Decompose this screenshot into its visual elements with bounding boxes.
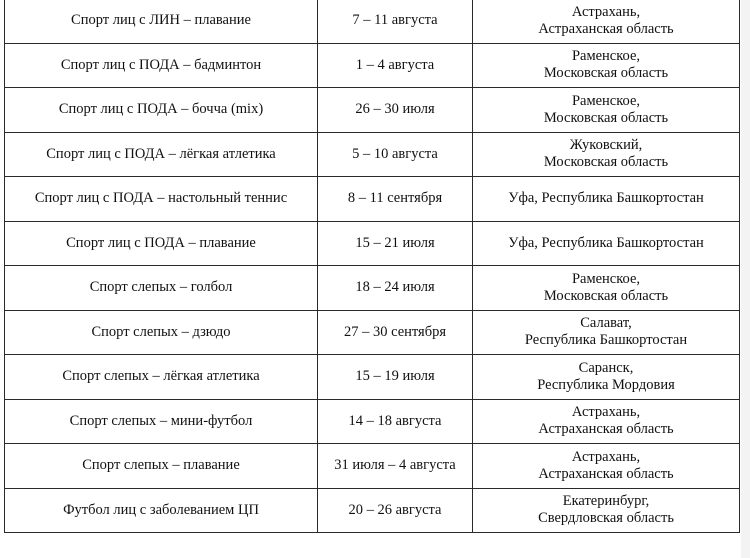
location-line: Республика Мордовия	[537, 376, 675, 393]
sport-discipline-cell: Спорт слепых – дзюдо	[5, 310, 318, 355]
location-line: Саранск,	[578, 359, 634, 376]
sport-discipline-cell: Спорт слепых – голбол	[5, 266, 318, 311]
location-line: Астрахань,	[571, 3, 641, 20]
location-line: Республика Башкортостан	[524, 332, 688, 349]
location-line: Астраханская область	[538, 465, 674, 482]
location-cell	[473, 488, 740, 533]
dates-cell: 18 – 24 июля	[318, 266, 473, 311]
sport-discipline-cell: Спорт слепых – лёгкая атлетика	[5, 355, 318, 400]
sport-discipline-cell: Спорт слепых – мини-футбол	[5, 399, 318, 444]
table-row	[5, 43, 740, 88]
location-line: Московская область	[543, 109, 669, 126]
sport-discipline-cell: Футбол лиц с заболеванием ЦП	[5, 488, 318, 533]
dates-cell: 20 – 26 августа	[318, 488, 473, 533]
location-line: Уфа, Республика Башкортостан	[508, 234, 704, 251]
dates-cell: 7 – 11 августа	[318, 0, 473, 43]
table-row	[5, 266, 740, 311]
location-line: Жуковский,	[569, 137, 643, 154]
table-row	[5, 132, 740, 177]
location-cell	[473, 221, 740, 266]
table-row	[5, 444, 740, 489]
dates-cell: 8 – 11 сентября	[318, 177, 473, 222]
location-cell	[473, 132, 740, 177]
location-line: Астрахань,	[571, 448, 641, 465]
sport-discipline-cell: Спорт слепых – плавание	[5, 444, 318, 489]
location-line: Раменское,	[571, 270, 641, 287]
location-line: Уфа, Республика Башкортостан	[508, 190, 704, 207]
location-cell	[473, 310, 740, 355]
location-line: Астраханская область	[538, 20, 674, 37]
location-cell	[473, 88, 740, 133]
dates-cell: 15 – 21 июля	[318, 221, 473, 266]
location-line: Астрахань,	[571, 404, 641, 421]
dates-cell: 27 – 30 сентября	[318, 310, 473, 355]
location-line: Московская область	[543, 154, 669, 171]
location-cell	[473, 0, 740, 43]
page-edge	[741, 0, 750, 558]
location-line: Астраханская область	[538, 421, 674, 438]
table-row	[5, 355, 740, 400]
location-cell	[473, 177, 740, 222]
table-row	[5, 0, 740, 43]
dates-cell: 15 – 19 июля	[318, 355, 473, 400]
location-line: Салават,	[580, 315, 632, 332]
sport-discipline-cell: Спорт лиц с ПОДА – бочча (mix)	[5, 88, 318, 133]
table-row	[5, 177, 740, 222]
location-cell	[473, 444, 740, 489]
dates-cell: 5 – 10 августа	[318, 132, 473, 177]
location-line: Свердловская область	[538, 510, 674, 527]
table-row	[5, 488, 740, 533]
dates-cell: 1 – 4 августа	[318, 43, 473, 88]
table-row	[5, 310, 740, 355]
dates-cell: 26 – 30 июля	[318, 88, 473, 133]
sport-discipline-cell: Спорт лиц с ПОДА – настольный теннис	[5, 177, 318, 222]
location-line: Раменское,	[571, 48, 641, 65]
location-cell	[473, 43, 740, 88]
table-row	[5, 88, 740, 133]
competition-schedule-table	[4, 0, 740, 533]
location-line: Екатеринбург,	[562, 493, 650, 510]
location-line: Московская область	[543, 287, 669, 304]
sport-discipline-cell: Спорт лиц с ПОДА – плавание	[5, 221, 318, 266]
location-line: Раменское,	[571, 92, 641, 109]
location-cell	[473, 355, 740, 400]
dates-cell: 14 – 18 августа	[318, 399, 473, 444]
table-row	[5, 221, 740, 266]
location-cell	[473, 399, 740, 444]
table-body	[5, 0, 740, 533]
dates-cell: 31 июля – 4 августа	[318, 444, 473, 489]
location-cell	[473, 266, 740, 311]
table-row	[5, 399, 740, 444]
sport-discipline-cell: Спорт лиц с ПОДА – бадминтон	[5, 43, 318, 88]
location-line: Московская область	[543, 65, 669, 82]
sport-discipline-cell: Спорт лиц с ЛИН – плавание	[5, 0, 318, 43]
sport-discipline-cell: Спорт лиц с ПОДА – лёгкая атлетика	[5, 132, 318, 177]
